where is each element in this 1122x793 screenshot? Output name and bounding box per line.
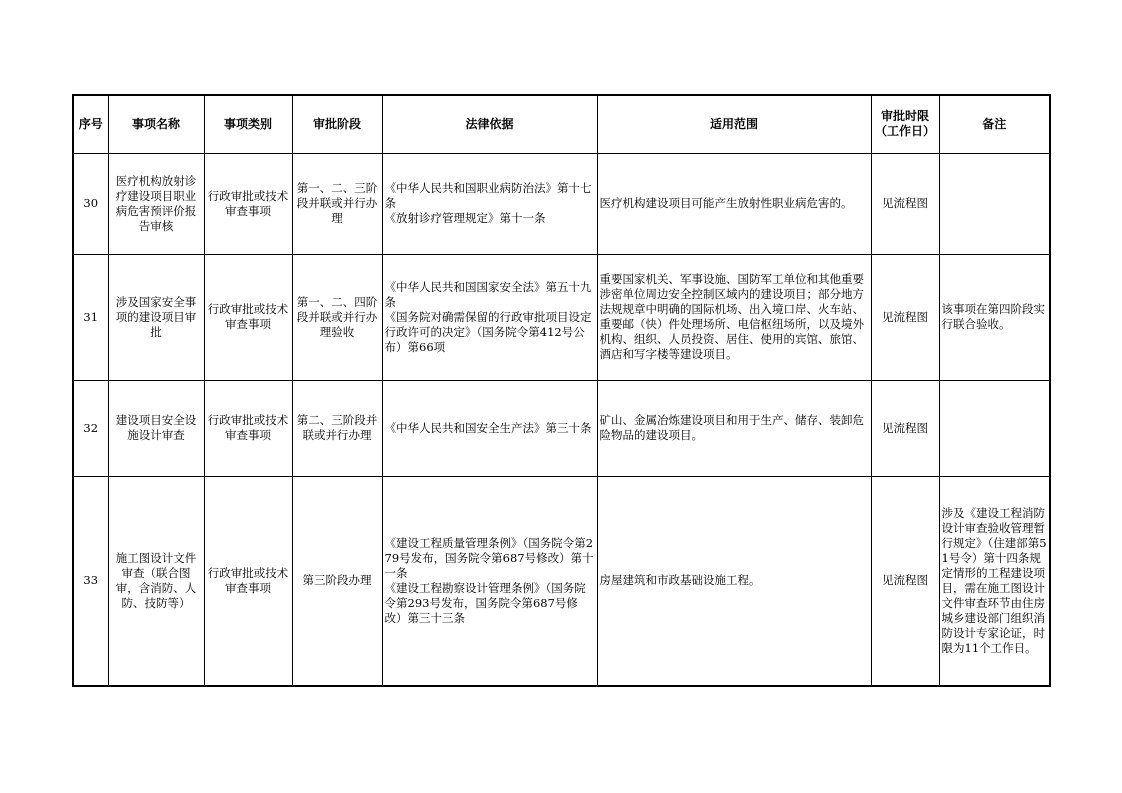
cell-scope: 房屋建筑和市政基础设施工程。 (597, 476, 871, 686)
cell-seq: 31 (73, 254, 108, 380)
cell-category: 行政审批或技术审查事项 (204, 254, 292, 380)
cell-scope: 医疗机构建设项目可能产生放射性职业病危害的。 (597, 153, 871, 254)
cell-name: 医疗机构放射诊疗建设项目职业病危害预评价报告审核 (108, 153, 204, 254)
header-time-limit: 审批时限（工作日） (871, 95, 939, 153)
table-header-row (73, 95, 1050, 153)
table-row (73, 476, 1050, 686)
cell-stage: 第三阶段办理 (292, 476, 382, 686)
cell-time-limit: 见流程图 (871, 476, 939, 686)
cell-category: 行政审批或技术审查事项 (204, 380, 292, 476)
cell-time-limit: 见流程图 (871, 380, 939, 476)
cell-stage: 第二、三阶段并联或并行办理 (292, 380, 382, 476)
table-row (73, 153, 1050, 254)
cell-legal-basis: 《中华人民共和国安全生产法》第三十条 (382, 380, 597, 476)
cell-scope: 重要国家机关、军事设施、国防军工单位和其他重要涉密单位周边安全控制区域内的建设项目；部分地方法规规章中明确的国际机场、出入境口岸、火车站、重要邮（快）件处理场所、电信枢纽场所，以及境外机构、组织、人员投资、居住、使用的宾馆、旅馆、酒店和写字楼等建设项目。 (597, 254, 871, 380)
cell-seq: 33 (73, 476, 108, 686)
cell-stage: 第一、二、四阶段并联或并行办理验收 (292, 254, 382, 380)
cell-seq: 30 (73, 153, 108, 254)
cell-scope: 矿山、金属冶炼建设项目和用于生产、储存、装卸危险物品的建设项目。 (597, 380, 871, 476)
cell-name: 涉及国家安全事项的建设项目审批 (108, 254, 204, 380)
cell-name: 建设项目安全设施设计审查 (108, 380, 204, 476)
cell-remarks (939, 380, 1050, 476)
cell-remarks (939, 153, 1050, 254)
cell-legal-basis: 《中华人民共和国国家安全法》第五十九条 《国务院对确需保留的行政审批项目设定行政许可的决定》（国务院令第412号公布）第66项 (382, 254, 597, 380)
header-scope: 适用范围 (597, 95, 871, 153)
cell-category: 行政审批或技术审查事项 (204, 476, 292, 686)
table-row (73, 380, 1050, 476)
header-remarks: 备注 (939, 95, 1050, 153)
header-name: 事项名称 (108, 95, 204, 153)
approval-items-table (72, 94, 1051, 687)
cell-time-limit: 见流程图 (871, 153, 939, 254)
cell-remarks: 该事项在第四阶段实行联合验收。 (939, 254, 1050, 380)
header-stage: 审批阶段 (292, 95, 382, 153)
header-category: 事项类别 (204, 95, 292, 153)
cell-seq: 32 (73, 380, 108, 476)
cell-legal-basis: 《中华人民共和国职业病防治法》第十七条 《放射诊疗管理规定》第十一条 (382, 153, 597, 254)
cell-remarks: 涉及《建设工程消防设计审查验收管理暂行规定》（住建部第51号令）第十四条规定情形的工程建设项目，需在施工图设计文件审查环节由住房城乡建设部门组织消防设计专家论证，时限为11个工作日。 (939, 476, 1050, 686)
cell-stage: 第一、二、三阶段并联或并行办理 (292, 153, 382, 254)
table-row (73, 254, 1050, 380)
header-legal-basis: 法律依据 (382, 95, 597, 153)
header-seq: 序号 (73, 95, 108, 153)
cell-legal-basis: 《建设工程质量管理条例》（国务院令第279号发布，国务院令第687号修改）第十一条 《建设工程勘察设计管理条例》（国务院令第293号发布，国务院令第687号修改）第三十三条 (382, 476, 597, 686)
cell-time-limit: 见流程图 (871, 254, 939, 380)
cell-category: 行政审批或技术审查事项 (204, 153, 292, 254)
cell-name: 施工图设计文件审查（联合图审，含消防、人防、技防等） (108, 476, 204, 686)
